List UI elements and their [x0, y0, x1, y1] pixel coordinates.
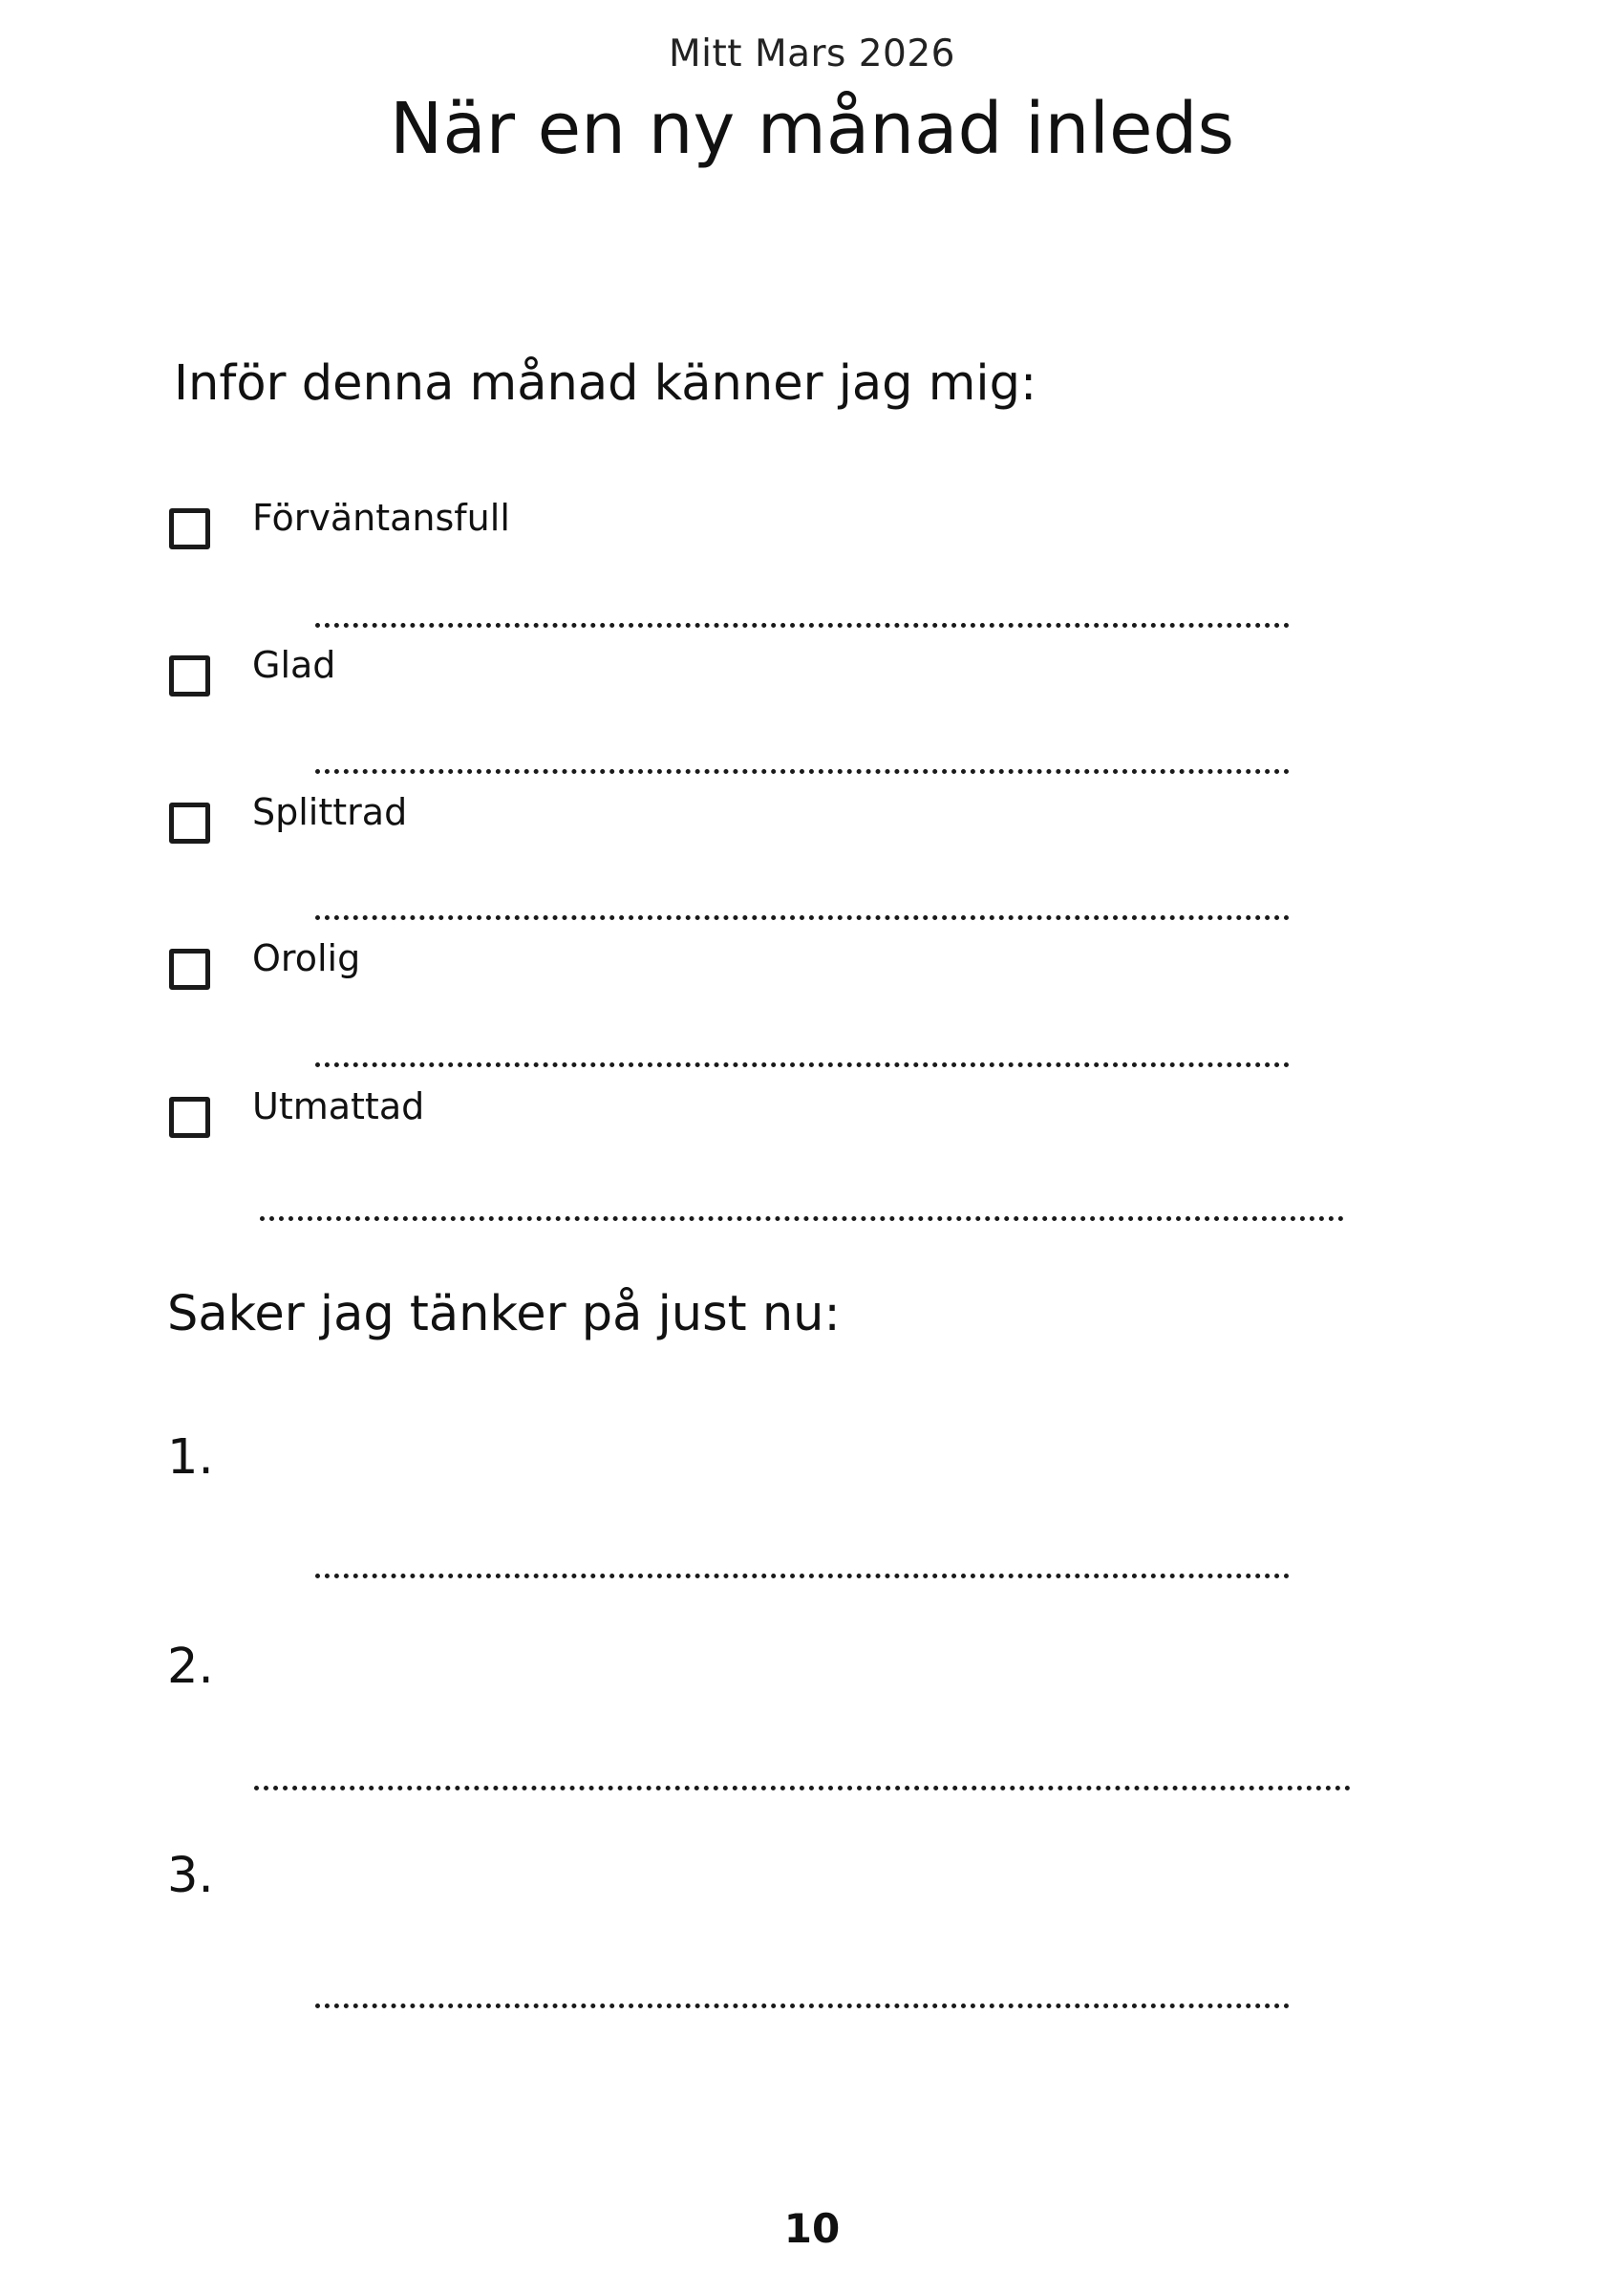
feeling-label: Orolig: [252, 937, 361, 979]
write-in-line[interactable]: [315, 1062, 1290, 1067]
checkbox[interactable]: [169, 508, 210, 549]
checkbox[interactable]: [169, 803, 210, 844]
thought-line-1[interactable]: [315, 1574, 1290, 1578]
page-number: 10: [783, 2205, 841, 2252]
checkbox[interactable]: [169, 1097, 210, 1138]
thought-number-3: 3.: [167, 1848, 214, 1904]
feelings-heading: Inför denna månad känner jag mig:: [174, 355, 1037, 412]
checkbox[interactable]: [169, 949, 210, 990]
checkbox[interactable]: [169, 655, 210, 696]
thought-line-3[interactable]: [315, 2004, 1290, 2008]
page-title: När en ny månad inleds: [389, 88, 1235, 170]
page-subtitle: Mitt Mars 2026: [668, 32, 955, 75]
write-in-line[interactable]: [315, 915, 1290, 920]
write-in-line[interactable]: [315, 769, 1290, 774]
write-in-line[interactable]: [260, 1216, 1344, 1221]
thought-line-2[interactable]: [254, 1786, 1351, 1790]
thought-number-2: 2.: [167, 1639, 214, 1695]
write-in-line[interactable]: [315, 623, 1290, 628]
feeling-label: Glad: [252, 644, 336, 686]
feeling-label: Förväntansfull: [252, 497, 510, 539]
feeling-label: Splittrad: [252, 791, 408, 833]
feeling-label: Utmattad: [252, 1085, 425, 1127]
thoughts-heading: Saker jag tänker på just nu:: [167, 1286, 841, 1342]
thought-number-1: 1.: [167, 1429, 214, 1486]
